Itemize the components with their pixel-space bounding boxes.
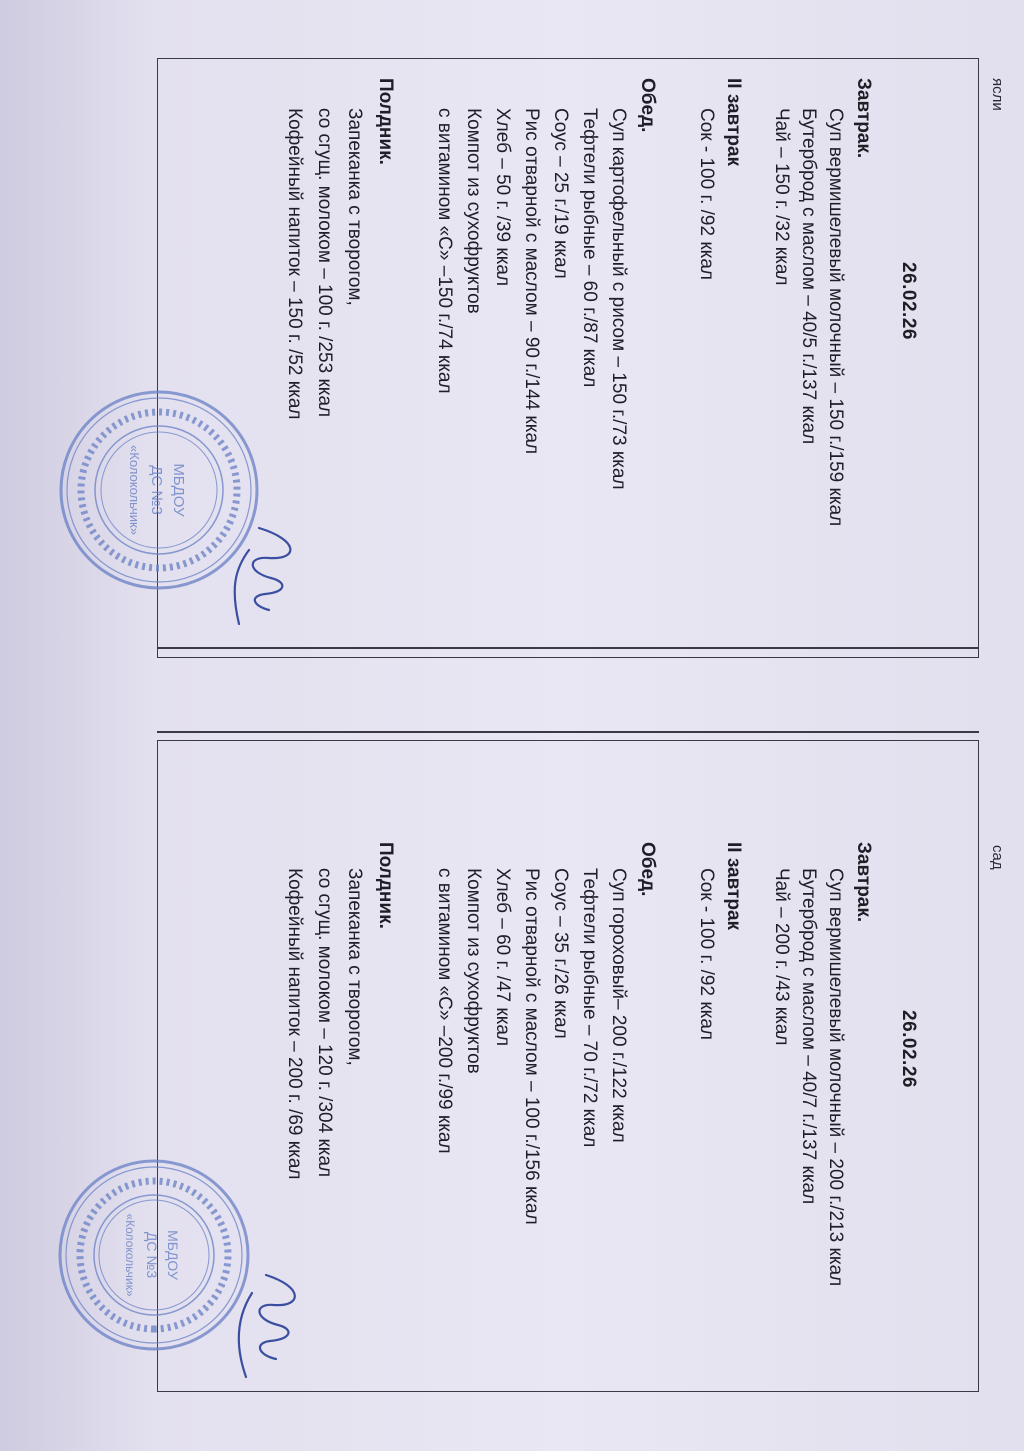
menu-item: Сок - 100 г. /92 ккал: [696, 868, 717, 1041]
menu-item: Суп вермишелевый молочный – 150 г./159 ккал: [825, 108, 846, 527]
breakfast-heading: Завтрак.: [853, 842, 874, 923]
column-divider: [157, 731, 979, 733]
stamp-text: МБДОУ: [170, 463, 187, 517]
menu-item: Кофейный напиток – 150 г. /52 ккал: [284, 108, 305, 420]
menu-item: Запеканка с творогом,: [344, 868, 365, 1066]
menu-item: со сгущ. молоком – 100 г. /253 ккал: [314, 108, 335, 418]
menu-item: Рис отварной с маслом – 90 г./144 ккал: [521, 108, 542, 455]
second-breakfast-heading: II завтрак: [723, 78, 744, 167]
nursery-date: 26.02.26: [898, 262, 919, 340]
menu-item: Соус – 35 г./26 ккал: [550, 868, 571, 1039]
kindergarten-signature: [224, 1265, 314, 1385]
second-breakfast-heading: II завтрак: [723, 842, 744, 931]
menu-item: Чай – 200 г. /43 ккал: [771, 868, 792, 1046]
menu-item: Соус – 25 г./19 ккал: [550, 108, 571, 279]
menu-item: Суп гороховый– 200 г./122 ккал: [608, 868, 629, 1143]
menu-item: Бутерброд с маслом – 40/5 г./137 ккал: [798, 108, 819, 445]
stamp-text: ДС №3: [144, 1231, 160, 1279]
menu-item: Бутерброд с маслом – 40/7 г./137 ккал: [798, 868, 819, 1205]
menu-item: Сок - 100 г. /92 ккал: [696, 108, 717, 281]
menu-item: Суп картофельный с рисом – 150 г./73 ккал: [608, 108, 629, 490]
menu-item: Рис отварной с маслом – 100 г./156 ккал: [521, 868, 542, 1225]
menu-item: Компот из сухофруктов: [463, 108, 484, 314]
menu-item: Кофейный напиток – 200 г. /69 ккал: [284, 868, 305, 1180]
nursery-signature: [219, 520, 309, 630]
menu-item: Суп вермишелевый молочный – 200 г./213 ккал: [825, 868, 846, 1287]
breakfast-heading: Завтрак.: [853, 78, 874, 159]
stamp-text: МБДОУ: [165, 1230, 181, 1280]
kindergarten-tag: сад: [989, 845, 1006, 870]
stamp-text: «Колокольчик»: [123, 1213, 137, 1297]
menu-item: Тефтели рыбные – 60 г./87 ккал: [579, 108, 600, 388]
nursery-tag: ясли: [989, 78, 1006, 111]
menu-item: Хлеб – 50 г. /39 ккал: [492, 108, 513, 287]
menu-item: Чай – 150 г. /32 ккал: [771, 108, 792, 286]
menu-item: Хлеб – 60 г. /47 ккал: [492, 868, 513, 1047]
menu-item: с витамином «С» –150 г./74 ккал: [434, 108, 455, 394]
menu-item: Компот из сухофруктов: [463, 868, 484, 1074]
lunch-heading: Обед.: [637, 842, 658, 897]
column-divider: [157, 647, 979, 649]
menu-item: со сгущ. молоком – 120 г. /304 ккал: [314, 868, 335, 1178]
menu-item: Тефтели рыбные – 70 г./72 ккал: [579, 868, 600, 1148]
menu-item: с витамином «С» –200 г./99 ккал: [434, 868, 455, 1154]
snack-heading: Полдник.: [375, 842, 396, 929]
snack-heading: Полдник.: [375, 78, 396, 165]
stamp-text: «Колокольчик»: [127, 445, 142, 535]
kindergarten-date: 26.02.26: [898, 1010, 919, 1088]
menu-item: Запеканка с творогом,: [344, 108, 365, 306]
lunch-heading: Обед.: [637, 78, 658, 133]
stamp-text: ДС №3: [148, 465, 165, 515]
